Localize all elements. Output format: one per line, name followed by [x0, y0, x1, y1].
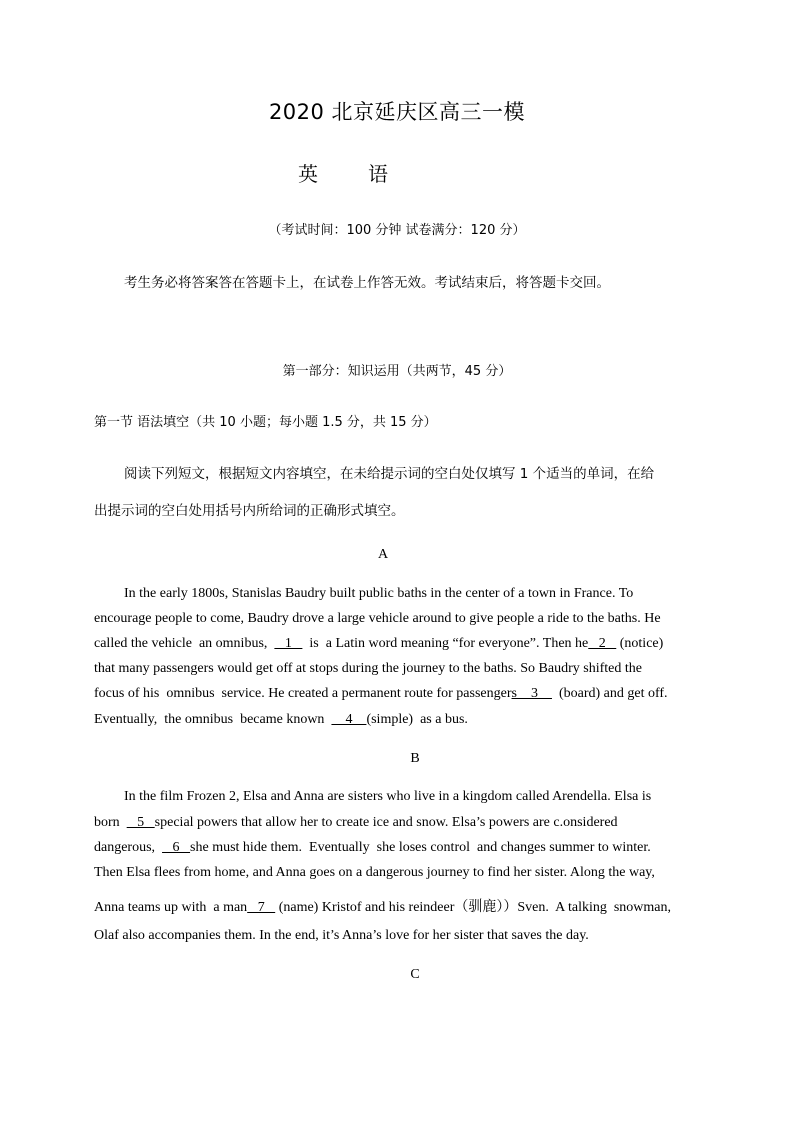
text-segment: (board) and get off.: [551, 686, 668, 701]
text-segment: born: [94, 815, 127, 830]
answer-blank-1[interactable]: 1: [274, 636, 303, 651]
text-segment: (simple) as a bus.: [366, 712, 468, 727]
passage-a-line-2: encourage people to come, Baudry drove a large vehicle around to give people a ride to the baths. He: [94, 611, 661, 626]
subject-char-2: 语: [368, 162, 388, 186]
answer-blank-2[interactable]: 2: [588, 636, 617, 651]
text-segment: called the vehicle an omnibus,: [94, 636, 275, 651]
text-segment: Eventually, the omnibus became known: [94, 712, 332, 727]
text-segment: Anna teams up with a man: [94, 900, 248, 915]
exam-notice: 考生务必将答案答在答题卡上，在试卷上作答无效。考试结束后，将答题卡交回。: [124, 275, 610, 291]
answer-blank-5[interactable]: 5: [126, 815, 155, 830]
exam-info: （考试时间：100 分钟 试卷满分：120 分）: [268, 223, 526, 238]
text-segment: special powers that allow her to create ice and snow. Elsa’s powers are c.onsidered: [154, 815, 618, 830]
text-segment: focus of his omnibus service. He created a permanent route for passenger: [94, 686, 512, 701]
answer-blank-3[interactable]: s 3: [511, 686, 552, 701]
passage-a-line-6: [94, 712, 468, 728]
text-segment: (name) Kristof and his reindeer（驯鹿））Sven. A talking snowman,: [275, 900, 672, 915]
document-title: 2020 北京延庆区高三一模: [268, 100, 526, 124]
answer-blank-4[interactable]: 4: [331, 712, 367, 727]
subject-heading: [298, 158, 388, 187]
passage-b-line-3: [94, 840, 651, 856]
passage-b-line-5: [94, 896, 671, 916]
part-title: 第一部分：知识运用（共两节，45 分）: [282, 364, 512, 379]
passage-b-line-6: Olaf also accompanies them. In the end, it’s Anna’s love for her sister that saves the day.: [94, 928, 589, 943]
passage-a-line-4: that many passengers would get off at stops during the journey to the baths. So Baudry shifted the: [94, 661, 642, 676]
text-segment: (notice): [616, 636, 664, 651]
passage-b-letter: B: [410, 751, 420, 766]
passage-a-line-3: [94, 636, 663, 652]
passage-a-line-5: [94, 686, 668, 702]
instruction-line-1: 阅读下列短文，根据短文内容填空，在未给提示词的空白处仅填写 1 个适当的单词，在给: [124, 466, 655, 482]
passage-a-line-1: In the early 1800s, Stanislas Baudry built public baths in the center of a town in France. To: [124, 586, 634, 601]
answer-blank-7[interactable]: 7: [247, 900, 276, 915]
passage-c-letter: C: [410, 967, 420, 982]
passage-b-line-2: [94, 815, 618, 831]
instruction-line-2: 出提示词的空白处用括号内所给词的正确形式填空。: [94, 503, 405, 519]
passage-a-letter: A: [377, 547, 389, 562]
text-segment: is a Latin word meaning “for everyone”. Then he: [302, 636, 589, 651]
subject-char-1: 英: [298, 162, 318, 186]
text-segment: dangerous,: [94, 840, 163, 855]
text-segment: she must hide them. Eventually she loses control and changes summer to winter.: [190, 840, 651, 855]
section-title: 第一节 语法填空（共 10 小题；每小题 1.5 分，共 15 分）: [94, 415, 437, 430]
answer-blank-6[interactable]: 6: [162, 840, 191, 855]
passage-b-line-4: Then Elsa flees from home, and Anna goes on a dangerous journey to find her sister. Along the way,: [94, 865, 655, 880]
passage-b-line-1: In the film Frozen 2, Elsa and Anna are sisters who live in a kingdom called Arendella. Elsa is: [124, 789, 652, 804]
